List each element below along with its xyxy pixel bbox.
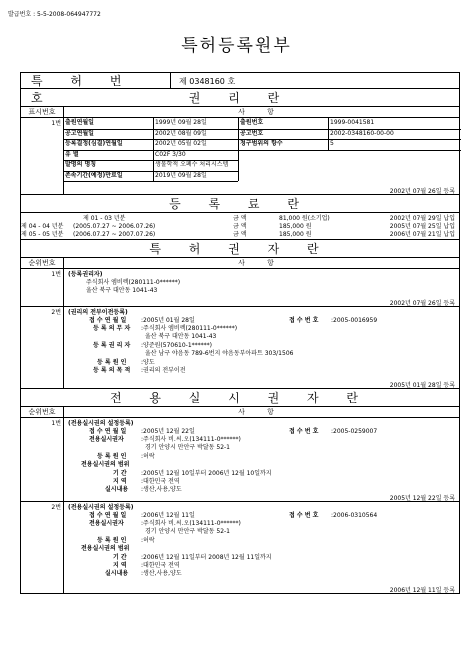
register-frame [20, 72, 460, 594]
license-entry-2 [20, 502, 460, 594]
content-label: 실시내용 [105, 486, 129, 493]
patentee-entry-2-date: 2005년 01월 28일 등록 [389, 382, 455, 389]
assignor-label: 등 록 의 무 자 [93, 325, 131, 332]
rights-col-items: 사 항 [238, 108, 284, 116]
received-value: :2005년 12월 22일 [141, 428, 195, 435]
period-label: 기 간 [113, 470, 127, 477]
patentee-entry-1-title: (등록권리자) [68, 271, 103, 278]
receipt-number-value: :2005-0016959 [331, 317, 378, 324]
license-col-items: 사 항 [238, 408, 284, 416]
fee-period: (2005.07.27 ~ 2006.07.26) [73, 223, 156, 230]
license-entry-1 [20, 418, 460, 502]
patentee-entry-1 [20, 269, 460, 307]
fee-year: 제 05 - 05 년분 [21, 231, 64, 238]
license-entry-title: (전용실시권의 설정등록) [68, 504, 134, 511]
patent-number-label: 특 허 번 호 [21, 73, 171, 88]
rights-field-label: 공고연월일 [65, 129, 94, 137]
rights-band: 권 리 란 [20, 89, 460, 107]
license-body [20, 418, 460, 594]
rights-field-value: 1999년 09월 28일 [155, 119, 207, 126]
fee-amount-label: 금 액 [233, 215, 247, 222]
content-value: :생산,사용,양도 [141, 486, 182, 493]
assignor-value: :주식회사 엠비렉(280111-0******) [141, 325, 238, 332]
rights-field-value: 2002-0348160-00-00 [330, 129, 394, 137]
received-label: 접 수 연 월 일 [89, 512, 127, 519]
license-col-index: 순위번호 [21, 407, 64, 417]
license-entry-date: 2005년 12월 22일 등록 [389, 495, 455, 502]
rights-field-label: 출원연월일 [65, 119, 94, 126]
license-entry-date: 2006년 12월 11일 등록 [389, 587, 455, 594]
content-value: :생산,사용,양도 [141, 570, 182, 577]
cause-value: :양도 [141, 359, 155, 366]
patentee-entry-1-address: 울산 북구 대안동 1041-43 [86, 287, 158, 294]
area-value: :대한민국 전역 [141, 478, 180, 485]
fee-amount: 81,000 원(소기업) [279, 215, 330, 222]
received-label: 접 수 연 월 일 [89, 428, 127, 435]
document-title: 특허등록원부 [181, 36, 292, 56]
fee-amount: 185,000 원 [279, 231, 312, 238]
fee-paid-date: 2006년 07월 21일 납입 [389, 231, 455, 238]
area-label: 지 역 [113, 478, 127, 485]
patentee-entry-1-number: 1번 [51, 271, 61, 278]
fee-period: (2006.07.27 ~ 2007.07.26) [73, 231, 156, 238]
assignee-address: 울산 남구 야음동 789-6번지 야음동부아파트 303/1506 [145, 350, 294, 357]
patentee-entry-2 [20, 307, 460, 389]
rights-field-label: 유 별 [65, 150, 79, 158]
fee-paid-date: 2005년 07월 25일 납입 [389, 223, 455, 230]
receipt-number-value: :2005-0259007 [331, 428, 378, 435]
receipt-number-label: 접 수 번 호 [289, 317, 319, 324]
fee-amount-label: 금 액 [233, 231, 247, 238]
area-label: 지 역 [113, 562, 127, 569]
period-label: 기 간 [113, 554, 127, 561]
license-entry-title: (전용실시권의 설정등록) [68, 420, 134, 427]
fee-paid-date: 2002년 07월 29일 납입 [389, 215, 455, 222]
assignor-address: 울산 북구 대안동 1041-43 [145, 333, 217, 340]
cause-label: 등 록 원 인 [97, 359, 127, 366]
area-value: :대한민국 전역 [141, 562, 180, 569]
rights-field-value: 5 [330, 140, 334, 147]
rights-field-value: 생물학적 오폐수 처리시스템 [155, 161, 229, 168]
receipt-number-label: 접 수 번 호 [289, 512, 319, 519]
rights-field-label: 청구범위의 항수 [240, 140, 283, 147]
received-label: 접 수 연 월 일 [89, 317, 127, 324]
holder-label: 전용실시권자 [89, 520, 124, 527]
patentee-entry-2-title: (권리의 전부이전등록) [68, 309, 128, 316]
rights-field-value: 2002년 05월 02일 [155, 140, 207, 147]
patentee-col-index: 순위번호 [21, 258, 64, 268]
cause-value: :허락 [141, 537, 155, 544]
rights-body [20, 118, 460, 195]
rights-col-index: 표시번호 [21, 107, 64, 117]
assignee-label: 등 록 권 리 자 [93, 342, 131, 349]
rights-field-label: 공고번호 [240, 129, 264, 137]
fees-band: 등 록 료 란 [20, 195, 460, 213]
license-header [20, 407, 460, 418]
fee-year: 제 01 - 03 년분 [83, 215, 126, 222]
patentee-col-items: 사 항 [238, 259, 284, 267]
rights-field-value: C02F 3/30 [155, 150, 186, 158]
receipt-number-label: 접 수 번 호 [289, 428, 319, 435]
rights-entry-number: 1번 [51, 120, 61, 127]
fee-amount-label: 금 액 [233, 223, 247, 230]
purpose-value: :권리의 전부이전 [141, 367, 186, 374]
received-value: :2005년 01월 28일 [141, 317, 195, 324]
period-value: :2006년 12월 11일부터 2008년 12월 11일까지 [141, 554, 272, 561]
received-value: :2006년 12월 11일 [141, 512, 195, 519]
rights-field-label: 존속기간(예정)만료일 [65, 171, 123, 179]
fees-body [20, 213, 460, 240]
rights-field-label: 발명의 명칭 [65, 161, 97, 168]
holder-value: :주식회사 비.씨.오(134111-0******) [141, 436, 241, 443]
purpose-label: 등 록 의 목 적 [93, 367, 131, 374]
license-entry-number: 2번 [51, 504, 61, 511]
rights-field-value: 1999-0041581 [330, 119, 375, 126]
rights-header [20, 107, 460, 118]
cause-label: 등 록 원 인 [97, 453, 127, 460]
patent-number-value: 제 0348160 호 [179, 77, 236, 86]
receipt-number-value: :2006-0310564 [331, 512, 378, 519]
holder-value: :주식회사 비.씨.오(134111-0******) [141, 520, 241, 527]
assignee-value: :양준원(570610-1******) [141, 342, 212, 349]
license-entry-number: 1번 [51, 420, 61, 427]
scope-label: 전용실시권의 범위 [81, 545, 130, 552]
patentee-entry-1-name: 주식회사 엠비렉(280111-0******) [86, 279, 181, 286]
period-value: :2005년 12월 10일부터 2006년 12월 10일까지 [141, 470, 272, 477]
patentee-band: 특 허 권 자 란 [20, 240, 460, 258]
license-band: 전 용 실 시 권 자 란 [20, 389, 460, 407]
rights-field-value: 2019년 09월 28일 [155, 171, 207, 179]
holder-address: 경기 안양시 만안구 박달동 52-1 [145, 528, 231, 535]
fee-amount: 185,000 원 [279, 223, 312, 230]
patentee-entry-1-date: 2002년 07월 26일 등록 [389, 300, 455, 307]
issue-number: 발급번호 : 5-5-2008-064947772 [8, 11, 101, 18]
rights-registered-date: 2002년 07월 26일 등록 [389, 188, 455, 195]
cause-value: :허락 [141, 453, 155, 460]
scope-label: 전용실시권의 범위 [81, 461, 130, 468]
rights-field-label: 등록결정(심결)연월일 [65, 140, 123, 147]
holder-address: 경기 안양시 만안구 박달동 52-1 [145, 444, 231, 451]
content-label: 실시내용 [105, 570, 129, 577]
patentee-header [20, 258, 460, 269]
rights-field-label: 출원번호 [240, 119, 264, 126]
fee-year: 제 04 - 04 년분 [21, 223, 64, 230]
holder-label: 전용실시권자 [89, 436, 124, 443]
rights-field-value: 2002년 08월 09일 [155, 129, 207, 137]
cause-label: 등 록 원 인 [97, 537, 127, 544]
patentee-entry-2-number: 2번 [51, 309, 61, 316]
